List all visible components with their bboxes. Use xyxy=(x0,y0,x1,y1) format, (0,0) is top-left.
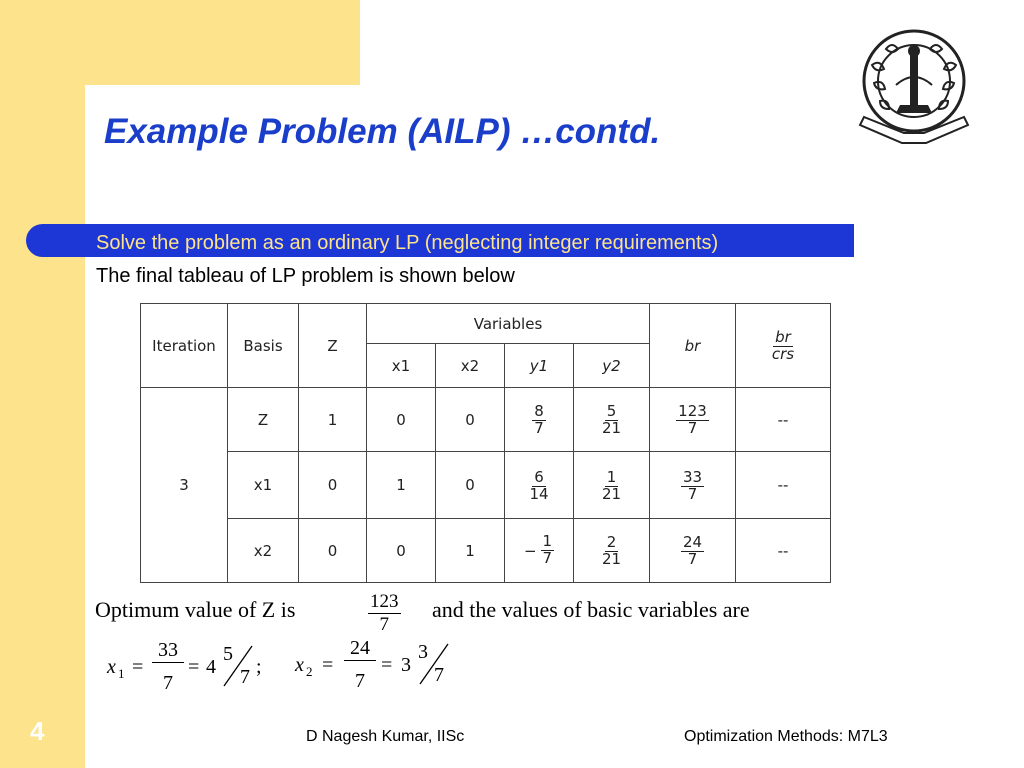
y1-den: 7 xyxy=(534,419,544,437)
br-cell xyxy=(650,388,736,452)
iisc-emblem-icon xyxy=(852,25,976,149)
br-cell xyxy=(650,519,736,583)
ratio-cell: -- xyxy=(736,519,831,583)
footer-author: D Nagesh Kumar, IISc xyxy=(306,728,465,745)
y1-cell xyxy=(505,452,574,519)
lp-final-tableau xyxy=(140,303,831,583)
basis-cell: x1 xyxy=(228,452,299,519)
y1-num: 1 xyxy=(542,532,553,551)
x2-eq2: = xyxy=(381,654,393,676)
subtitle-instruction: Solve the problem as an ordinary LP (neglecting integer requirements) xyxy=(96,232,719,254)
header-x1: x1 xyxy=(367,344,436,388)
x2-var: x xyxy=(295,654,304,676)
top-decor-band xyxy=(85,0,360,85)
footer-course: Optimization Methods: M7L3 xyxy=(684,728,888,745)
slide-number: 4 xyxy=(30,716,45,746)
z-cell: 1 xyxy=(299,388,367,452)
x1-cell: 0 xyxy=(367,388,436,452)
x1-mixed-num: 5 xyxy=(223,643,233,665)
x2-eq1: = xyxy=(322,654,334,676)
y2-den: 21 xyxy=(601,419,622,437)
x1-var: x xyxy=(107,656,116,678)
y1-sign: − xyxy=(523,541,537,560)
optimum-z-den: 7 xyxy=(379,614,389,635)
header-x2: x2 xyxy=(436,344,505,388)
y2-cell xyxy=(574,388,650,452)
y2-num: 5 xyxy=(606,402,617,421)
optimum-text: Optimum value of Z is xyxy=(95,597,296,622)
basis-cell: x2 xyxy=(228,519,299,583)
header-y1: y1 xyxy=(505,344,574,388)
x2-mixed-den: 7 xyxy=(434,664,444,686)
y1-num: 8 xyxy=(534,402,544,421)
header-z: Z xyxy=(299,304,367,388)
br-den: 7 xyxy=(687,550,698,568)
header-variables: Variables xyxy=(367,304,650,344)
x1-den: 7 xyxy=(163,672,173,694)
table-row xyxy=(141,519,831,583)
slide-title: Example Problem (AILP) …contd. xyxy=(104,112,661,151)
br-den: 7 xyxy=(687,419,698,437)
subtitle-description: The final tableau of LP problem is shown below xyxy=(96,265,515,287)
y1-cell xyxy=(505,519,574,583)
x2-cell: 0 xyxy=(436,452,505,519)
br-num: 33 xyxy=(682,467,703,486)
y1-den: 7 xyxy=(542,549,553,567)
x1-whole: 4 xyxy=(206,656,216,678)
x2-sub: 2 xyxy=(306,664,313,679)
x2-den: 7 xyxy=(355,670,365,692)
y2-num: 2 xyxy=(606,533,617,552)
z-cell: 0 xyxy=(299,452,367,519)
x2-mixed-num: 3 xyxy=(418,641,428,663)
ratio-cell: -- xyxy=(736,388,831,452)
left-decor-band xyxy=(0,0,85,768)
br-den: 7 xyxy=(687,484,698,503)
y1-den: 14 xyxy=(529,484,549,503)
iteration-value: 3 xyxy=(141,388,228,583)
header-basis: Basis xyxy=(228,304,299,388)
header-ratio-num: br xyxy=(775,328,791,347)
x1-fraction-slash xyxy=(220,642,256,690)
x2-num: 24 xyxy=(344,637,376,661)
ratio-cell: -- xyxy=(736,452,831,519)
header-ratio-den: crs xyxy=(771,345,795,363)
table-row xyxy=(141,452,831,519)
header-ratio xyxy=(736,304,831,388)
z-cell: 0 xyxy=(299,519,367,583)
y2-cell xyxy=(574,452,650,519)
br-cell xyxy=(650,452,736,519)
x2-whole: 3 xyxy=(401,654,411,676)
header-br: br xyxy=(650,304,736,388)
y2-den: 21 xyxy=(601,550,622,568)
br-num: 123 xyxy=(678,402,707,421)
x1-sub: 1 xyxy=(118,666,125,681)
table-row xyxy=(141,388,831,452)
x1-num: 33 xyxy=(152,639,184,663)
optimum-z-num: 123 xyxy=(370,591,399,612)
y2-cell xyxy=(574,519,650,583)
optimum-suffix: and the values of basic variables are xyxy=(432,597,750,622)
separator: ; xyxy=(256,656,262,678)
y1-cell xyxy=(505,388,574,452)
x1-cell: 0 xyxy=(367,519,436,583)
x1-eq2: = xyxy=(188,656,200,678)
header-y2: y2 xyxy=(574,344,650,388)
x1-cell: 1 xyxy=(367,452,436,519)
br-num: 24 xyxy=(682,533,703,552)
x1-eq1: = xyxy=(132,656,144,678)
x2-cell: 1 xyxy=(436,519,505,583)
y2-den: 21 xyxy=(601,484,622,503)
basis-cell: Z xyxy=(228,388,299,452)
y1-num: 6 xyxy=(534,467,544,486)
optimum-z-fraction xyxy=(368,591,401,636)
x2-cell: 0 xyxy=(436,388,505,452)
y2-num: 1 xyxy=(606,467,617,486)
header-iteration: Iteration xyxy=(141,304,228,388)
x1-mixed-den: 7 xyxy=(240,666,250,688)
